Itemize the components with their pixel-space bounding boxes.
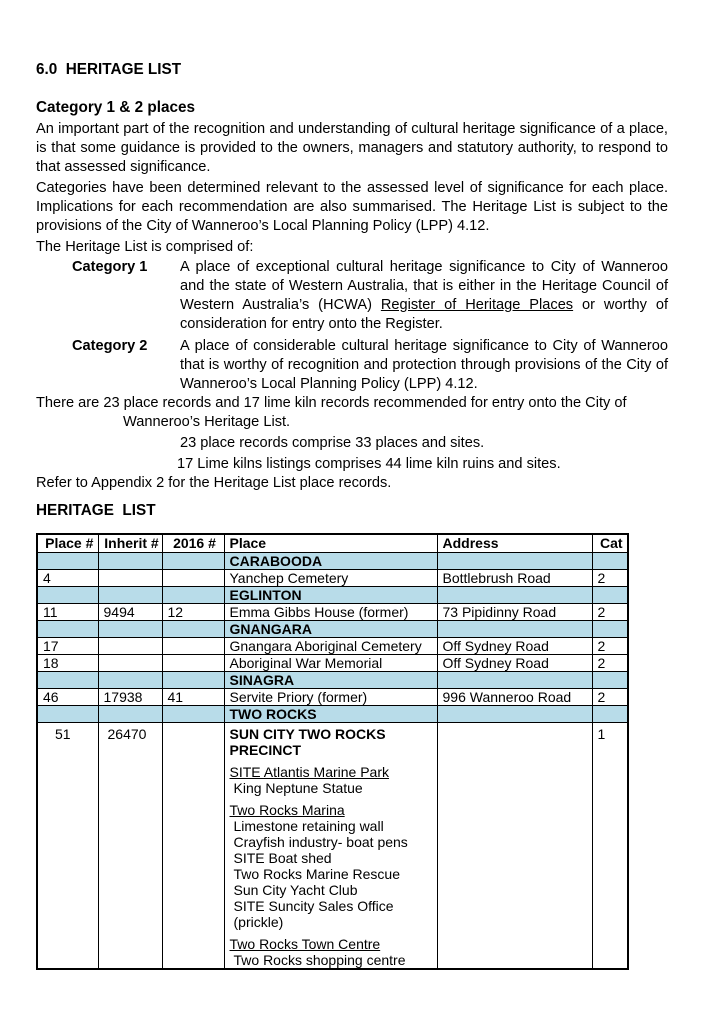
place-name-cell (224, 722, 437, 969)
place-number-cell: 17 (37, 637, 98, 654)
category-cell: 2 (592, 654, 628, 671)
inherit-number-cell (98, 637, 162, 654)
empty-cell (98, 671, 162, 688)
year-2016-number-cell (162, 722, 224, 969)
table-data-row (37, 569, 628, 586)
paragraph-determined: Categories have been determined relevant to the assessed level of significance for each place. Implications for each recommendation are also summarised. The Heritage List is subject to the provisions of the City of Wanneroo’s Local Planning Policy (LPP) 4.12. (36, 180, 668, 234)
category-1-text-after: or worthy of consideration for entry onto the Register. (180, 297, 669, 332)
empty-cell (592, 671, 628, 688)
place-number-cell: 18 (37, 654, 98, 671)
table-section-row (37, 705, 628, 722)
category-2-label: Category 2 (72, 338, 148, 354)
empty-cell (98, 620, 162, 637)
subsection-heading: Category 1 & 2 places (36, 99, 195, 116)
table-section-row (37, 586, 628, 603)
category-1-text-before: A place of exceptional cultural heritage significance to City of Wanneroo and the state of Western Australia, that is either in the Heritage Council of Western Australia’s (HCWA) (180, 259, 668, 313)
section-label: SINAGRA (224, 671, 437, 688)
place-name-cell: Servite Priory (former) (224, 688, 437, 705)
address-cell: Off Sydney Road (437, 654, 592, 671)
register-underlined-text: Register of Heritage Places (380, 297, 574, 313)
address-cell: Bottlebrush Road (437, 569, 592, 586)
column-header: Cat (592, 534, 628, 552)
category-1-text (180, 258, 668, 334)
empty-cell (437, 671, 592, 688)
place-number-cell: 51 (37, 722, 98, 969)
category-cell: 2 (592, 637, 628, 654)
place-detail-line: Two Rocks Marina (229, 801, 345, 818)
address-cell (437, 722, 592, 969)
records-count-line-2: Wanneroo’s Heritage List. (123, 414, 291, 430)
place-detail-line: Limestone retaining wall (233, 817, 384, 834)
table-data-row (37, 688, 628, 705)
place-detail-line: Two Rocks Town Centre (229, 935, 381, 952)
empty-cell (37, 705, 98, 722)
empty-cell (37, 671, 98, 688)
column-header: 2016 # (162, 534, 224, 552)
column-header: Inherit # (98, 534, 162, 552)
year-2016-number-cell: 41 (162, 688, 224, 705)
empty-cell (98, 586, 162, 603)
place-name-cell: Aboriginal War Memorial (224, 654, 437, 671)
place-detail-line: Two Rocks shopping centre (233, 951, 406, 968)
inherit-number-cell: 9494 (98, 603, 162, 620)
section-label: TWO ROCKS (224, 705, 437, 722)
category-1-label: Category 1 (72, 259, 148, 275)
section-label: CARABOODA (224, 552, 437, 569)
empty-cell (37, 620, 98, 637)
empty-cell (437, 552, 592, 569)
table-data-row (37, 603, 628, 620)
year-2016-number-cell (162, 569, 224, 586)
empty-cell (162, 671, 224, 688)
table-heading: HERITAGE LIST (36, 502, 156, 519)
paragraph-place-records: 23 place records comprise 33 places and sites. (180, 435, 485, 451)
table-complex-row (37, 722, 628, 969)
category-cell: 1 (592, 722, 628, 969)
empty-cell (437, 705, 592, 722)
place-detail-line: Two Rocks Marine Rescue (233, 865, 401, 882)
place-detail-lines (230, 726, 435, 968)
place-name-cell: Gnangara Aboriginal Cemetery (224, 637, 437, 654)
empty-cell (592, 620, 628, 637)
records-count-line-1: There are 23 place records and 17 lime kiln records recommended for entry onto the City of (36, 395, 627, 411)
place-name-cell: Yanchep Cemetery (224, 569, 437, 586)
inherit-number-cell: 26470 (98, 722, 162, 969)
address-cell: 996 Wanneroo Road (437, 688, 592, 705)
year-2016-number-cell (162, 637, 224, 654)
paragraph-intro: An important part of the recognition and understanding of cultural heritage significance of a place, is that some guidance is provided to the owners, managers and statutory authority, to respond to that assessed significance. (36, 121, 668, 175)
category-cell: 2 (592, 569, 628, 586)
table-header-row (37, 534, 628, 552)
section-label: GNANGARA (224, 620, 437, 637)
page-title: 6.0 HERITAGE LIST (36, 61, 182, 78)
year-2016-number-cell: 12 (162, 603, 224, 620)
place-detail-line: SITE Boat shed (233, 849, 332, 866)
empty-cell (592, 552, 628, 569)
category-cell: 2 (592, 603, 628, 620)
place-detail-line: Sun City Yacht Club (233, 881, 358, 898)
empty-cell (37, 586, 98, 603)
table-data-row (37, 654, 628, 671)
heritage-table-body (37, 552, 628, 969)
place-detail-line: Crayfish industry- boat pens (233, 833, 408, 850)
inherit-number-cell: 17938 (98, 688, 162, 705)
category-2-text: A place of considerable cultural heritage significance to City of Wanneroo that is worthy of recognition and protection through provisions of the City of Wanneroo’s Local Planning Policy (LPP) 4.12. (180, 338, 668, 392)
heritage-list-table (36, 533, 629, 970)
category-2-definition (36, 337, 668, 394)
place-number-cell: 11 (37, 603, 98, 620)
place-number-cell: 46 (37, 688, 98, 705)
address-cell: 73 Pipidinny Road (437, 603, 592, 620)
category-cell: 2 (592, 688, 628, 705)
table-data-row (37, 637, 628, 654)
paragraph-records-count (36, 394, 668, 432)
table-section-row (37, 671, 628, 688)
table-section-row (37, 620, 628, 637)
empty-cell (98, 552, 162, 569)
column-header: Place # (37, 534, 98, 552)
empty-cell (592, 586, 628, 603)
address-cell: Off Sydney Road (437, 637, 592, 654)
empty-cell (162, 552, 224, 569)
empty-cell (437, 620, 592, 637)
place-detail-line: SUN CITY TWO ROCKS PRECINCT (229, 725, 386, 758)
place-number-cell: 4 (37, 569, 98, 586)
table-section-row (37, 552, 628, 569)
paragraph-appendix-reference: Refer to Appendix 2 for the Heritage List place records. (36, 475, 392, 491)
inherit-number-cell (98, 654, 162, 671)
document-page (0, 60, 705, 1021)
paragraph-comprised: The Heritage List is comprised of: (36, 239, 254, 255)
column-header: Place (224, 534, 437, 552)
empty-cell (162, 705, 224, 722)
empty-cell (592, 705, 628, 722)
column-header: Address (437, 534, 592, 552)
paragraph-lime-kilns: 17 Lime kilns listings comprises 44 lime kiln ruins and sites. (177, 456, 561, 472)
empty-cell (37, 552, 98, 569)
inherit-number-cell (98, 569, 162, 586)
category-1-definition (36, 258, 668, 334)
empty-cell (162, 620, 224, 637)
place-detail-line: King Neptune Statue (233, 779, 363, 796)
place-detail-line: SITE Suncity Sales Office (prickle) (233, 897, 394, 930)
place-detail-line: SITE Atlantis Marine Park (229, 763, 390, 780)
place-name-cell: Emma Gibbs House (former) (224, 603, 437, 620)
section-label: EGLINTON (224, 586, 437, 603)
empty-cell (162, 586, 224, 603)
year-2016-number-cell (162, 654, 224, 671)
empty-cell (98, 705, 162, 722)
empty-cell (437, 586, 592, 603)
